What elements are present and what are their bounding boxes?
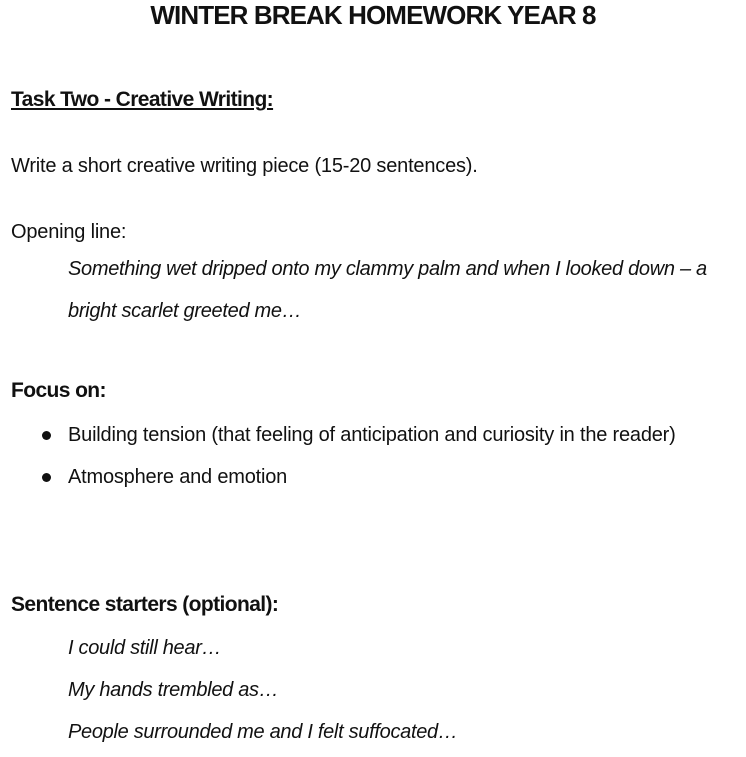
- page-title: WINTER BREAK HOMEWORK YEAR 8: [150, 0, 596, 30]
- focus-item-text: Building tension (that feeling of anticipation and curiosity in the reader): [68, 424, 676, 446]
- sentence-starter: People surrounded me and I felt suffocated…: [68, 721, 458, 743]
- bullet-icon: [42, 473, 51, 482]
- sentence-starter: My hands trembled as…: [68, 679, 279, 701]
- bullet-icon: [42, 431, 51, 440]
- sentence-starters-heading: Sentence starters (optional):: [11, 593, 279, 616]
- opening-line-text: Something wet dripped onto my clammy palm and when I looked down – a bright scarlet greeted me…: [68, 258, 707, 322]
- focus-item-text: Atmosphere and emotion: [68, 466, 288, 488]
- focus-item: [68, 456, 728, 498]
- focus-list: [68, 414, 728, 498]
- task-heading: Task Two - Creative Writing:: [11, 88, 274, 111]
- sentence-starter: I could still hear…: [68, 637, 222, 659]
- focus-item: [68, 414, 728, 456]
- sentence-starters-list: [68, 627, 458, 753]
- opening-line-label: Opening line:: [11, 221, 127, 243]
- focus-heading: Focus on:: [11, 379, 106, 402]
- instruction-text: Write a short creative writing piece (15-20 sentences).: [11, 155, 478, 177]
